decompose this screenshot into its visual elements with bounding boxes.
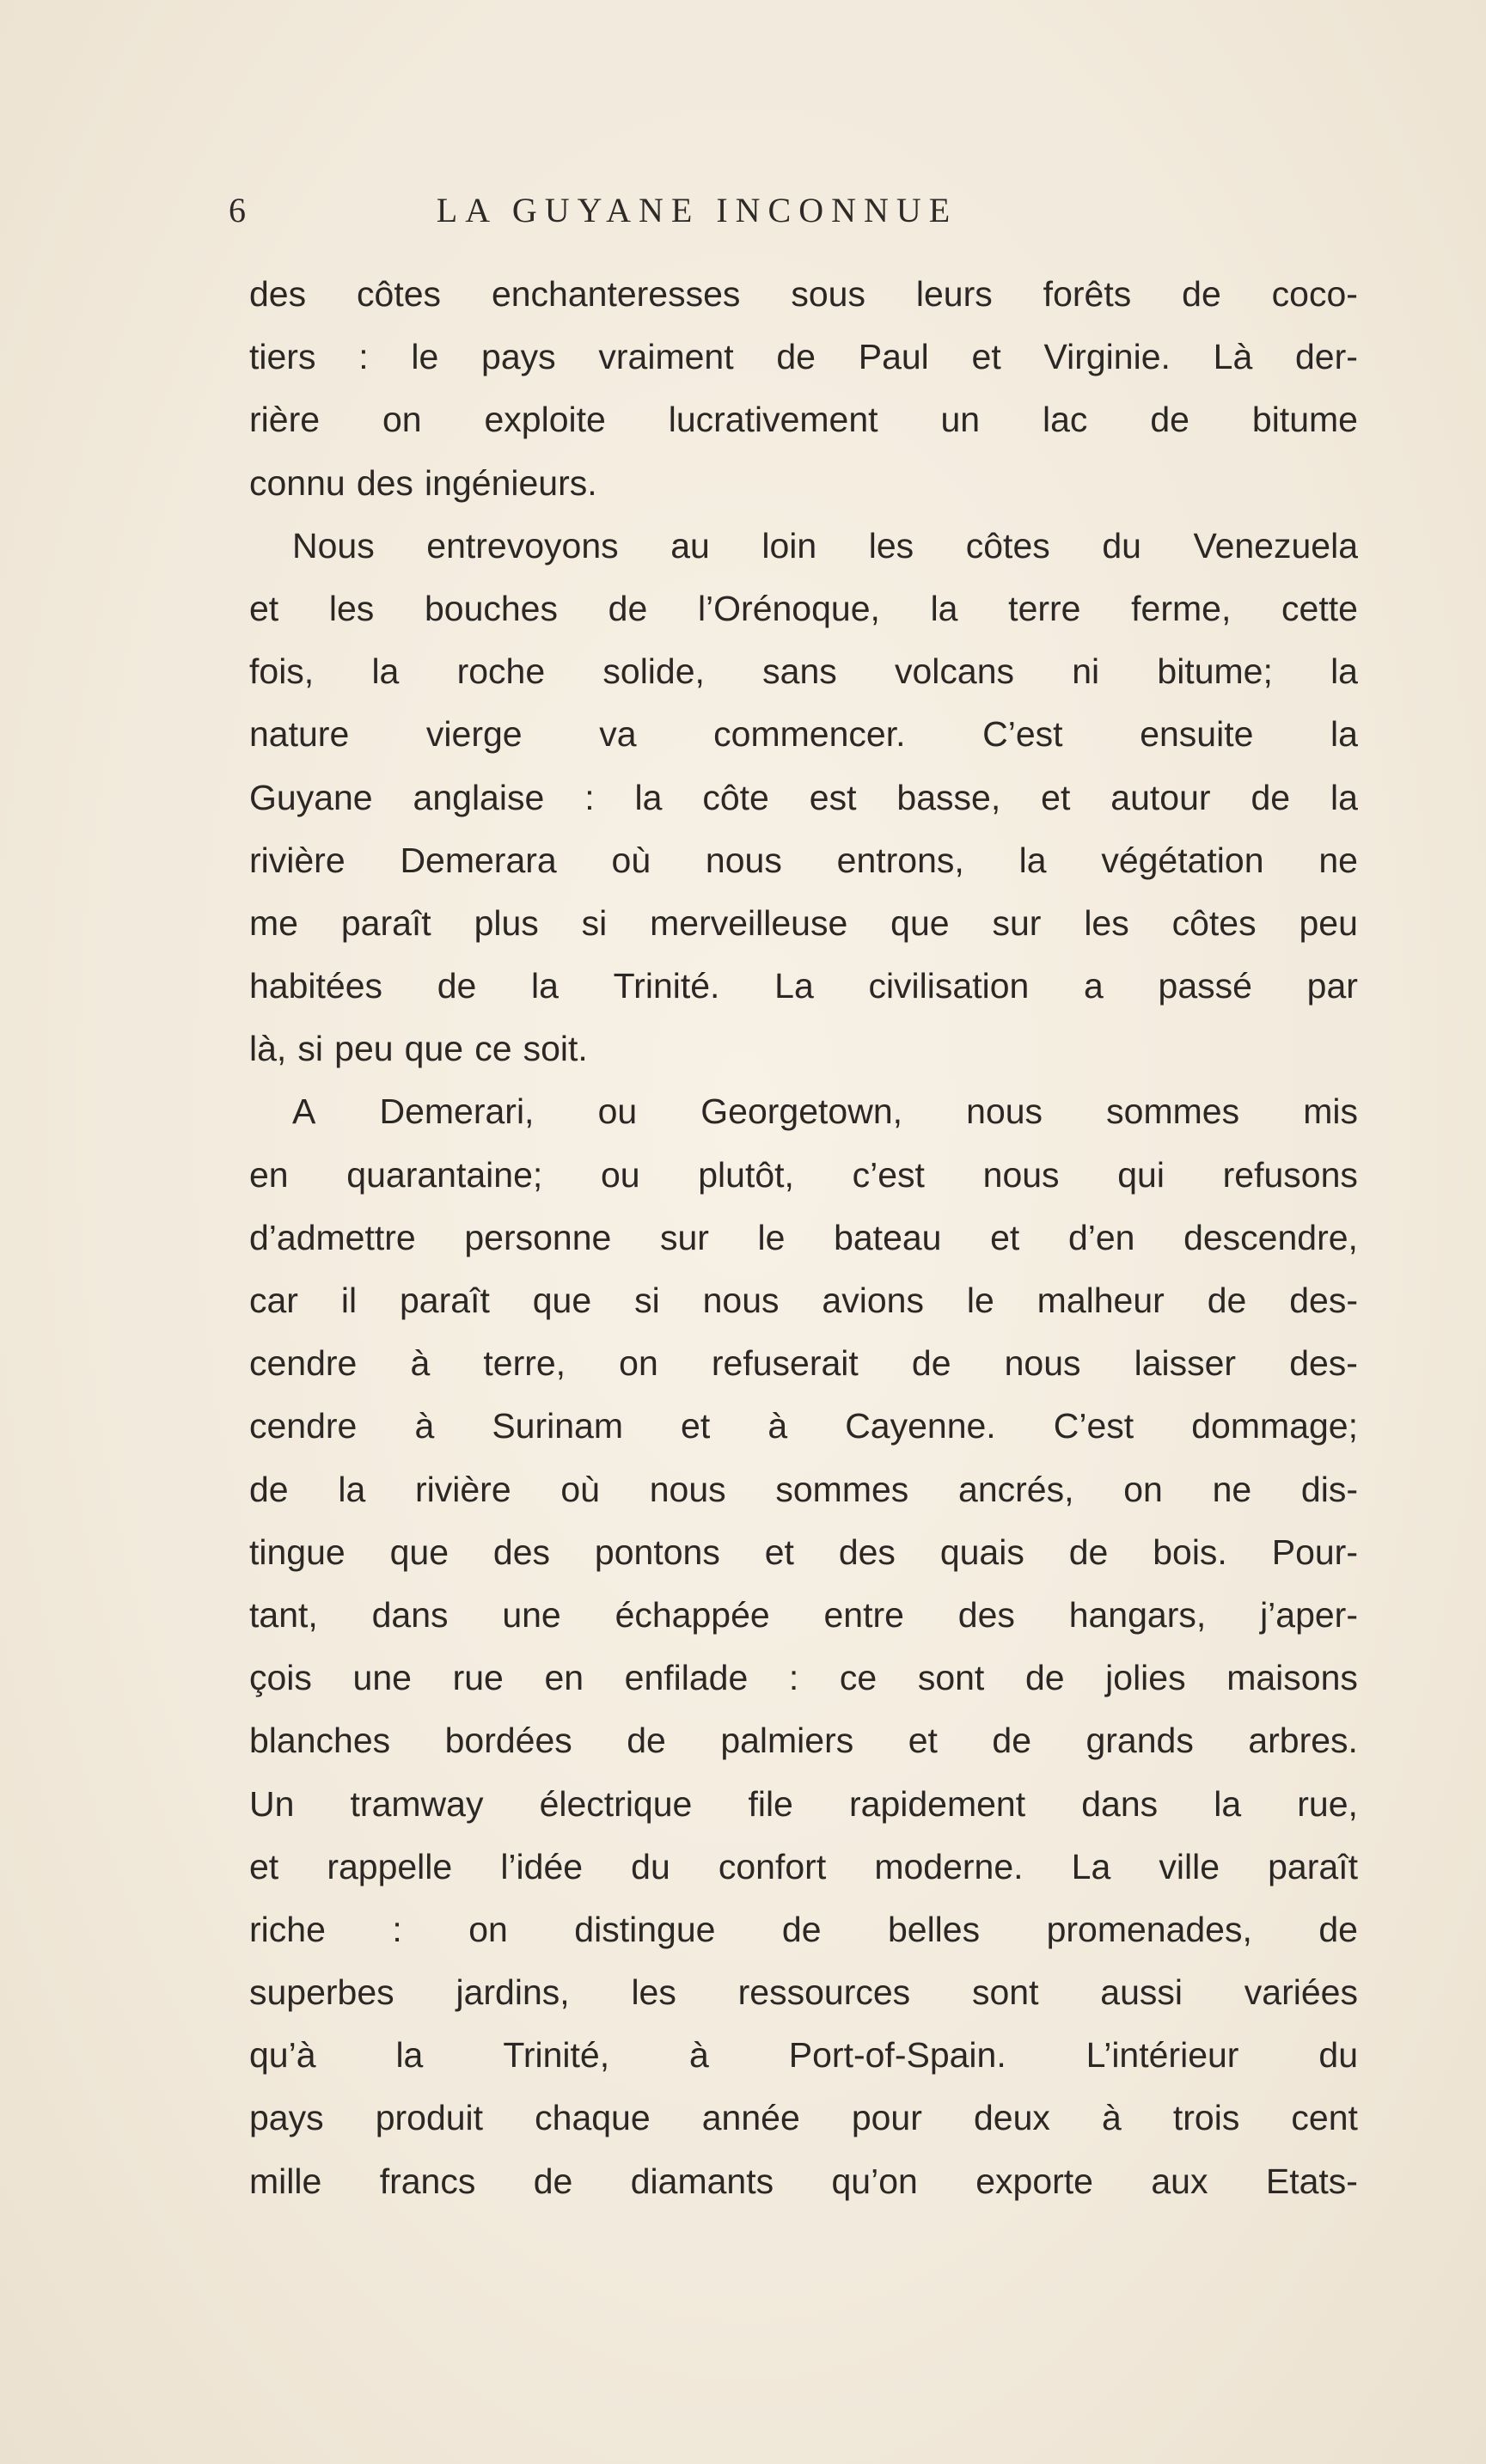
text-line: qu’à la Trinité, à Port-of-Spain. L’intérieur du	[249, 2035, 1358, 2076]
text-line: Nous entrevoyons au loin les côtes du Venezuela	[292, 525, 1358, 566]
text-line: tant, dans une échappée entre des hangars, j’aper-	[249, 1594, 1358, 1635]
text-line: çois une rue en enfilade : ce sont de jolies maisons	[249, 1658, 1358, 1698]
text-line: Un tramway électrique file rapidement dans la rue,	[249, 1783, 1358, 1824]
text-line: rière on exploite lucrativement un lac de bitume	[249, 400, 1358, 440]
text-line: et les bouches de l’Orénoque, la terre ferme, cette	[249, 588, 1358, 628]
text-line: tiers : le pays vraiment de Paul et Virginie. Là der-	[249, 337, 1358, 377]
text-line: cendre à Surinam et à Cayenne. C’est dommage;	[249, 1406, 1358, 1446]
text-line: en quarantaine; ou plutôt, c’est nous qui refusons	[249, 1154, 1358, 1195]
text-line: et rappelle l’idée du confort moderne. La ville paraît	[249, 1846, 1358, 1886]
running-title: LA GUYANE INCONNUE	[436, 191, 958, 229]
text-line: des côtes enchanteresses sous leurs forêts de coco-	[249, 274, 1358, 314]
body-text	[249, 263, 1358, 2213]
text-line: de la rivière où nous sommes ancrés, on ne dis-	[249, 1469, 1358, 1509]
text-line: cendre à terre, on refuserait de nous laisser des-	[249, 1343, 1358, 1384]
text-line: riche : on distingue de belles promenades, de	[249, 1909, 1358, 1949]
text-line: nature vierge va commencer. C’est ensuite la	[249, 714, 1358, 755]
text-line: connu des ingénieurs.	[249, 462, 597, 503]
text-line: blanches bordées de palmiers et de grands arbres.	[249, 1721, 1358, 1761]
running-head	[229, 185, 1165, 236]
page-number: 6	[229, 191, 246, 229]
text-line: superbes jardins, les ressources sont aussi variées	[249, 1972, 1358, 2013]
text-line: car il paraît que si nous avions le malheur de des-	[249, 1281, 1358, 1320]
text-line: mille francs de diamants qu’on exporte aux Etats-	[249, 2161, 1358, 2201]
text-line: pays produit chaque année pour deux à trois cent	[249, 2098, 1358, 2138]
text-line: tingue que des pontons et des quais de bois. Pour-	[249, 1532, 1358, 1572]
text-line: fois, la roche solide, sans volcans ni bitume; la	[249, 651, 1358, 692]
text-line: là, si peu que ce soit.	[249, 1029, 588, 1069]
text-line: me paraît plus si merveilleuse que sur les côtes peu	[249, 902, 1358, 943]
text-line: rivière Demerara où nous entrons, la végétation ne	[249, 840, 1358, 880]
text-line: A Demerari, ou Georgetown, nous sommes mis	[292, 1091, 1358, 1132]
text-line: Guyane anglaise : la côte est basse, et autour de la	[249, 777, 1358, 817]
text-line: habitées de la Trinité. La civilisation a passé par	[249, 966, 1358, 1006]
text-line: d’admettre personne sur le bateau et d’en descendre,	[249, 1217, 1358, 1257]
